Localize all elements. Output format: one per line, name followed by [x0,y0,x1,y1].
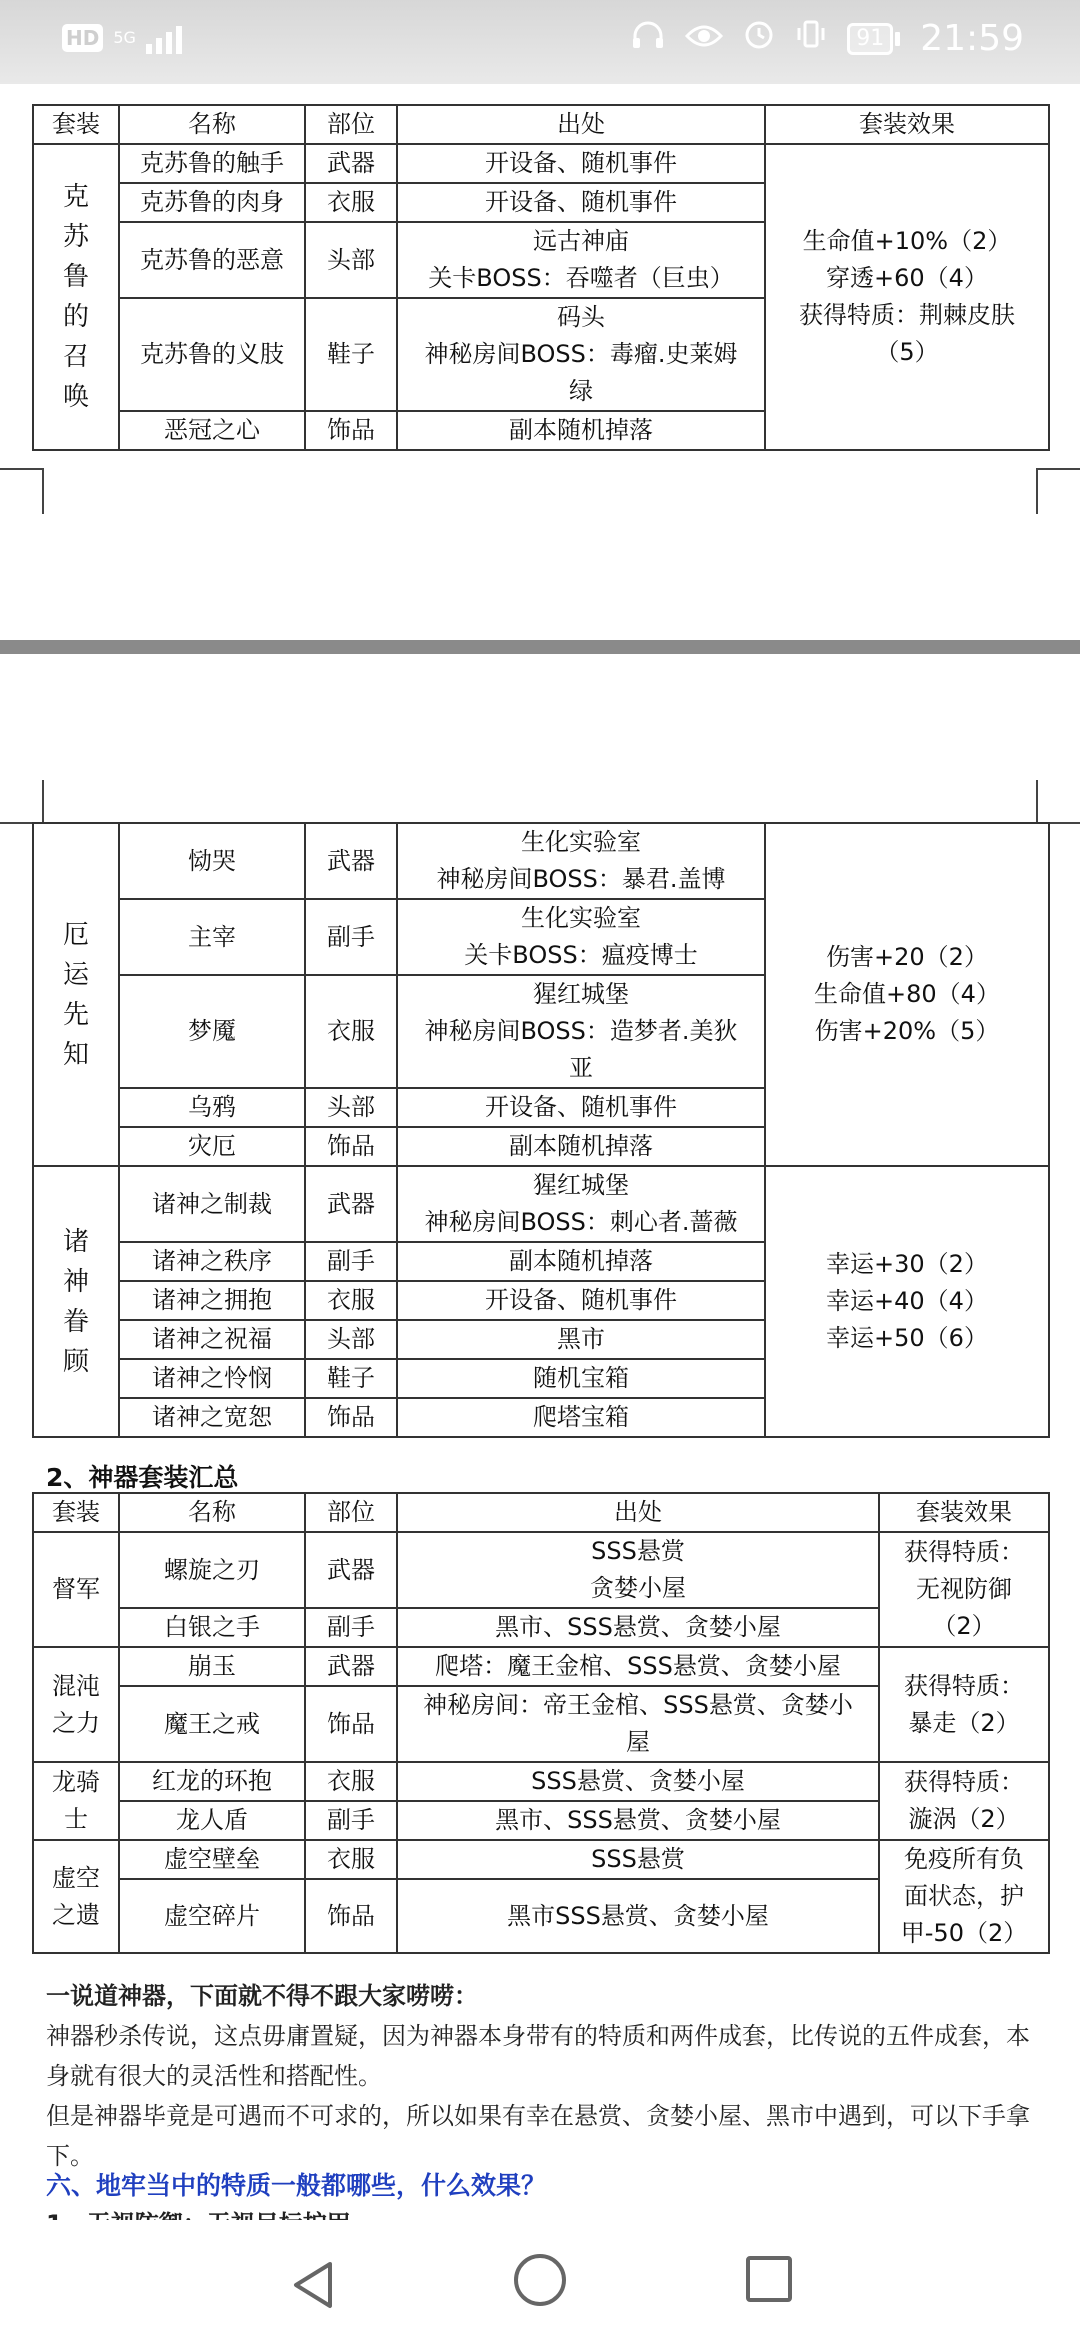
text-line: 开设备、随机事件 [485,188,677,216]
item-name: 乌鸦 [119,1088,305,1127]
text-line: 获得特质：荆棘皮肤 [799,301,1015,329]
item-name: 诸神之拥抱 [119,1281,305,1320]
item-name: 诸神之祝福 [119,1320,305,1359]
item-part: 饰品 [305,1686,397,1762]
item-part: 头部 [305,222,397,298]
set-effect [765,144,1049,450]
text-line: 绿 [569,377,593,405]
set-name-cell [33,823,119,1166]
set-name-char: 先 [62,999,89,1030]
set-name-char: 眷 [62,1306,89,1337]
item-source [397,1879,879,1953]
item-source [397,899,765,975]
text-line: SSS悬赏 [591,1845,685,1873]
table-row [33,823,1049,899]
text-line: 幸运+40（4） [826,1287,988,1315]
item-source [397,298,765,411]
set-name-char: 克 [62,182,89,212]
text-line: 副本随机掉落 [509,416,653,444]
header-effect: 套装效果 [879,1493,1049,1532]
text-line: 开设备、随机事件 [485,1093,677,1121]
section-six-heading: 六、地牢当中的特质一般都哪些，什么效果？ [46,2171,547,2200]
hd-badge: HD [62,24,103,52]
item-part: 饰品 [305,1127,397,1166]
table-artifact-sets [32,1492,1050,1954]
text-line: 屋 [626,1728,650,1756]
text-line: 副本随机掉落 [509,1247,653,1275]
text-line: 甲-50（2） [900,1919,1028,1947]
text-line: 爬塔宝箱 [533,1403,629,1431]
crop-mark-left-2 [0,780,44,824]
header-set: 套装 [33,105,119,144]
set-name-char: 召 [62,342,89,372]
set-name [38,177,114,417]
item-name: 虚空碎片 [119,1879,305,1953]
vibrate-icon [795,18,827,59]
item-source [397,1686,879,1762]
item-source [397,975,765,1088]
text-line: 漩涡（2） [908,1805,1020,1833]
set-name-cell [33,1166,119,1437]
set-name-line: 之力 [52,1708,100,1737]
item-name: 恸哭 [119,823,305,899]
set-name-char: 唤 [62,382,89,412]
text-line: 无视防御 [916,1575,1012,1603]
header-name: 名称 [119,105,305,144]
signal-icon [146,22,182,54]
table-row [33,1840,1049,1879]
text-line: 猩红城堡 [533,980,629,1008]
clock: 21:59 [920,18,1024,59]
item-source [397,1840,879,1879]
item-part: 衣服 [305,183,397,222]
paragraph-2: 但是神器毕竟是可遇而不可求的，所以如果有幸在悬赏、贪婪小屋、黑市中遇到，可以下手拿下。 [46,2102,1030,2170]
page-separator [0,640,1080,654]
item-name: 诸神之秩序 [119,1242,305,1281]
header-effect: 套装效果 [765,105,1049,144]
set-name-cell [33,144,119,450]
item-name: 螺旋之刃 [119,1532,305,1608]
header-name: 名称 [119,1493,305,1532]
item-part: 鞋子 [305,1359,397,1398]
text-line: 神秘房间BOSS：刺心者.蔷薇 [424,1208,738,1236]
text-line: 面状态，护 [904,1882,1024,1910]
back-triangle-icon [290,2260,336,2310]
item-name: 恶冠之心 [119,411,305,450]
text-line: 猩红城堡 [533,1171,629,1199]
text-line: 副本随机掉落 [509,1132,653,1160]
item-source [397,183,765,222]
home-button[interactable] [514,2254,566,2306]
text-line: 生命值+10%（2） [802,227,1012,255]
item-part: 衣服 [305,1840,397,1879]
item-name: 克苏鲁的恶意 [119,222,305,298]
headset-icon [631,19,665,59]
item-name: 梦魇 [119,975,305,1088]
item-name: 克苏鲁的肉身 [119,183,305,222]
item-part: 副手 [305,1242,397,1281]
text-line: 关卡BOSS：瘟疫博士 [464,941,698,969]
text-line: 远古神庙 [533,227,629,255]
text-line: 幸运+50（6） [826,1324,988,1352]
text-line: （2） [932,1612,996,1640]
item-source [397,1166,765,1242]
table-cthulhu [32,104,1050,451]
back-button[interactable] [290,2260,336,2314]
set-name-line: 士 [64,1805,88,1833]
set-name [33,1532,119,1647]
text-line: 神秘房间：帝王金棺、SSS悬赏、贪婪小 [423,1691,853,1719]
set-name-line: 龙骑 [52,1768,100,1796]
item-part: 副手 [305,1801,397,1840]
item-source [397,1127,765,1166]
item-source [397,1359,765,1398]
text-line: 神秘房间BOSS：毒瘤.史莱姆 [424,340,738,368]
set-effect [879,1532,1049,1647]
item-name: 白银之手 [119,1608,305,1647]
item-source [397,1532,879,1608]
item-name: 克苏鲁的触手 [119,144,305,183]
item-part: 副手 [305,899,397,975]
set-name-char: 顾 [62,1346,89,1377]
set-effect [879,1840,1049,1953]
text-line: 获得特质： [904,1671,1024,1700]
item-source [397,222,765,298]
set-effect [765,1166,1049,1437]
text-line: 生化实验室 [521,828,641,856]
set-name-line: 虚空 [52,1863,100,1892]
text-line: 爬塔：魔王金棺、SSS悬赏、贪婪小屋 [435,1652,841,1680]
item-name: 魔王之戒 [119,1686,305,1762]
set-name-char: 鲁 [62,262,89,292]
item-name: 主宰 [119,899,305,975]
item-part: 头部 [305,1320,397,1359]
text-line: 免疫所有负 [904,1845,1024,1873]
text-line: 黑市、SSS悬赏、贪婪小屋 [495,1613,781,1641]
text-line: （5） [875,338,939,366]
item-name: 诸神之宽恕 [119,1398,305,1437]
paragraph-1: 神器秒杀传说，这点毋庸置疑，因为神器本身带有的特质和两件成套，比传说的五件成套，本身就有很大的灵活性和搭配性。 [46,2022,1030,2090]
text-line: 开设备、随机事件 [485,149,677,177]
text-line: 幸运+30（2） [826,1250,988,1278]
item-name: 红龙的环抱 [119,1762,305,1801]
text-line: 获得特质： [904,1768,1024,1796]
crop-mark-right-2 [1036,780,1080,824]
table-header-row [33,105,1049,144]
item-part: 衣服 [305,975,397,1088]
header-part: 部位 [305,105,397,144]
item-part: 头部 [305,1088,397,1127]
item-name: 诸神之制裁 [119,1166,305,1242]
item-source [397,1320,765,1359]
item-source [397,1801,879,1840]
section-heading: 2、神器套装汇总 [46,1463,239,1492]
set-name [33,1647,119,1762]
text-line: 亚 [569,1054,593,1082]
recent-apps-button[interactable] [746,2256,792,2302]
network-label: 5G [113,28,136,47]
item-part: 鞋子 [305,298,397,411]
eye-icon [685,19,723,59]
item-part: 武器 [305,1166,397,1242]
text-line: 黑市 [557,1325,605,1353]
item-name: 崩玉 [119,1647,305,1686]
bold-intro: 一说道神器，下面就不得不跟大家唠唠： [46,1982,478,2010]
item-part: 副手 [305,1608,397,1647]
item-name: 诸神之怜悯 [119,1359,305,1398]
item-part: 饰品 [305,1398,397,1437]
text-line: 伤害+20（2） [826,943,988,971]
text-line: 黑市、SSS悬赏、贪婪小屋 [495,1806,781,1834]
battery-icon [847,23,900,55]
navigation-bar [0,2220,1080,2340]
set-effect [879,1647,1049,1762]
text-line: 码头 [557,303,605,331]
crop-mark-right [1036,468,1080,514]
item-part: 饰品 [305,1879,397,1953]
text-line: 开设备、随机事件 [485,1286,677,1314]
item-part: 饰品 [305,411,397,450]
item-source [397,1398,765,1437]
item-part: 武器 [305,1647,397,1686]
table-row [33,1166,1049,1242]
set-name-line: 之遗 [52,1900,100,1929]
item-part: 武器 [305,1532,397,1608]
text-line: 生命值+80（4） [814,980,1000,1008]
text-line: 穿透+60（4） [826,264,988,292]
table-row [33,144,1049,183]
text-line: 获得特质： [904,1538,1024,1566]
text-line: 生化实验室 [521,904,641,932]
item-source [397,1762,879,1801]
header-source: 出处 [397,1493,879,1532]
item-part: 武器 [305,823,397,899]
item-source [397,144,765,183]
text-line: 黑市SSS悬赏、贪婪小屋 [507,1901,769,1930]
table-sets-continued [32,822,1050,1438]
text-line: 暴走（2） [908,1708,1020,1737]
item-source [397,411,765,450]
set-effect [765,823,1049,1166]
status-left [62,22,182,54]
item-part: 衣服 [305,1281,397,1320]
text-line: 关卡BOSS：吞噬者（巨虫） [428,264,734,292]
set-name-char: 苏 [62,222,89,252]
battery-level: 91 [847,23,893,55]
text-line: 随机宝箱 [533,1364,629,1392]
set-name [38,1222,114,1382]
header-set: 套装 [33,1493,119,1532]
set-name-char: 知 [62,1039,89,1070]
text-line: 神秘房间BOSS：造梦者.美狄 [424,1017,738,1045]
item-source [397,1608,879,1647]
text-line: 神秘房间BOSS：暴君.盖博 [436,865,726,893]
item-source [397,1088,765,1127]
crop-mark-left [0,468,44,514]
set-name [33,1762,119,1840]
text-line: 贪婪小屋 [590,1574,686,1602]
set-name-char: 厄 [62,919,89,950]
item-part: 衣服 [305,1762,397,1801]
set-name [38,915,114,1075]
status-bar [0,0,1080,84]
item-source [397,823,765,899]
item-name: 灾厄 [119,1127,305,1166]
header-part: 部位 [305,1493,397,1532]
set-name-char: 的 [62,302,89,332]
set-name-char: 运 [62,959,89,990]
set-effect [879,1762,1049,1840]
text-line: 伤害+20%（5） [814,1017,1000,1045]
item-source [397,1647,879,1686]
table-header-row [33,1493,1049,1532]
item-name: 虚空壁垒 [119,1840,305,1879]
set-name [33,1840,119,1953]
set-name-line: 混沌 [52,1671,100,1700]
alarm-icon [743,18,775,59]
set-name-line: 督军 [52,1575,100,1603]
text-line: SSS悬赏 [591,1537,685,1565]
item-name: 龙人盾 [119,1801,305,1840]
text-line: SSS悬赏、贪婪小屋 [531,1767,745,1795]
status-right [631,18,1024,59]
item-source [397,1242,765,1281]
set-name-char: 诸 [62,1226,89,1257]
table-row [33,1647,1049,1686]
header-source: 出处 [397,105,765,144]
item-name: 克苏鲁的义肢 [119,298,305,411]
item-part: 武器 [305,144,397,183]
item-source [397,1281,765,1320]
set-name-char: 神 [62,1266,89,1297]
table-row [33,1762,1049,1801]
table-row [33,1532,1049,1608]
